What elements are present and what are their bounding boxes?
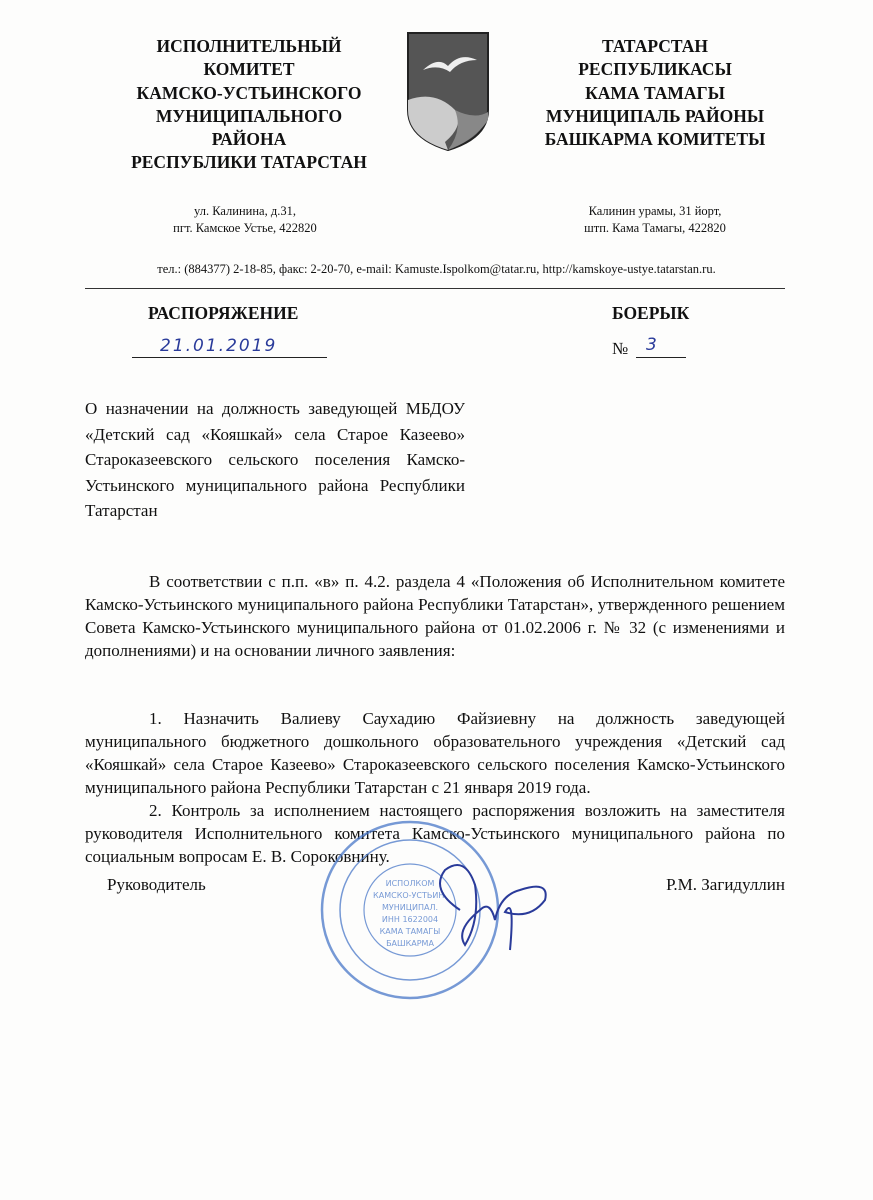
address-tatar (530, 203, 780, 237)
org-line: ИСПОЛНИТЕЛЬНЫЙ (156, 36, 342, 56)
svg-text:ИНН 1622004: ИНН 1622004 (381, 915, 439, 924)
address-line: пгт. Камское Устье, 422820 (173, 221, 317, 235)
signer-name: Р.М. Загидуллин (666, 875, 785, 894)
doc-type-tatar: БОЕРЫК (612, 303, 690, 323)
header-divider (85, 288, 785, 289)
org-line: КОМИТЕТ (203, 59, 295, 80)
address-line: Калинин урамы, 31 йорт, (588, 204, 722, 218)
svg-text:КАМА ТАМАГЫ: КАМА ТАМАГЫ (379, 927, 441, 936)
address-line: ул. Калинина, д.31, (194, 204, 296, 218)
number-label: № (612, 339, 629, 358)
org-line: КАМА ТАМАГЫ (585, 82, 725, 103)
doc-title: О назначении на должность заведующей МБДОУ «Детский сад «Кояшкай» села Старое Казеево» Староказеевского сельского поселения Камско-Устьинского муниципального района Республики Татарстан (85, 399, 465, 520)
org-name-russian (100, 35, 398, 175)
coat-of-arms-emblem (405, 30, 491, 152)
org-line: РЕСПУБЛИКАСЫ (578, 59, 732, 80)
preamble: В соответствии с п.п. «в» п. 4.2. раздела 4 «Положения об Исполнительном комитете Камско-Устьинского муниципального района Республики Татарстан», утвержденного решением Совета Камско-Устьинского муниципального района от 01.02.2006 г. № 32 (с изменениями и дополнениями) и на основании личного заявления: (85, 572, 785, 660)
org-line: ТАТАРСТАН (602, 36, 708, 56)
org-line: РЕСПУБЛИКИ ТАТАРСТАН (131, 152, 367, 173)
svg-text:КАМСКО-УСТЬИН.: КАМСКО-УСТЬИН. (373, 891, 447, 900)
org-name-tatar (505, 35, 805, 151)
org-line: МУНИЦИПАЛЬНОГО (155, 105, 343, 126)
org-line: МУНИЦИПАЛЬ РАЙОНЫ (545, 105, 765, 126)
doc-date: 21.01.2019 (160, 336, 278, 356)
svg-text:МУНИЦИПАЛ.: МУНИЦИПАЛ. (381, 903, 439, 912)
svg-text:ИСПОЛКОМ: ИСПОЛКОМ (385, 879, 435, 888)
org-line: КАМСКО-УСТЬИНСКОГО (136, 82, 362, 103)
signer-title: Руководитель (107, 875, 206, 894)
number-underline (636, 357, 686, 358)
doc-type-russian: РАСПОРЯЖЕНИЕ (148, 303, 299, 323)
item-1: 1. Назначить Валиеву Саухадию Файзиевну на должность заведующей муниципального бюджетного дошкольного образовательного учреждения «Детский сад «Кояшкай» села Старое Казеево» Староказеевского сельского поселения Камско-Устьинского муниципального района Республики Татарстан с 21 января 2019 года. (85, 709, 785, 797)
address-line: штп. Кама Тамагы, 422820 (584, 221, 726, 235)
svg-text:БАШКАРМА: БАШКАРМА (386, 939, 434, 948)
contact-line: тел.: (884377) 2-18-85, факс: 2-20-70, e-mail: Kamuste.Ispolkom@tatar.ru, http://kamskoye-ustye.tatarstan.ru. (157, 262, 716, 276)
doc-number: 3 (646, 335, 657, 355)
signature (420, 850, 560, 960)
org-line: БАШКАРМА КОМИТЕТЫ (544, 129, 766, 150)
address-russian (120, 203, 370, 237)
item-2: 2. Контроль за исполнением настоящего распоряжения возложить на заместителя руководителя Исполнительного комитета Камско-Устьинского муниципального района по социальным вопросам Е. В. Сороковнину. (85, 801, 785, 866)
org-line: РАЙОНА (211, 129, 287, 150)
date-underline (132, 357, 327, 358)
